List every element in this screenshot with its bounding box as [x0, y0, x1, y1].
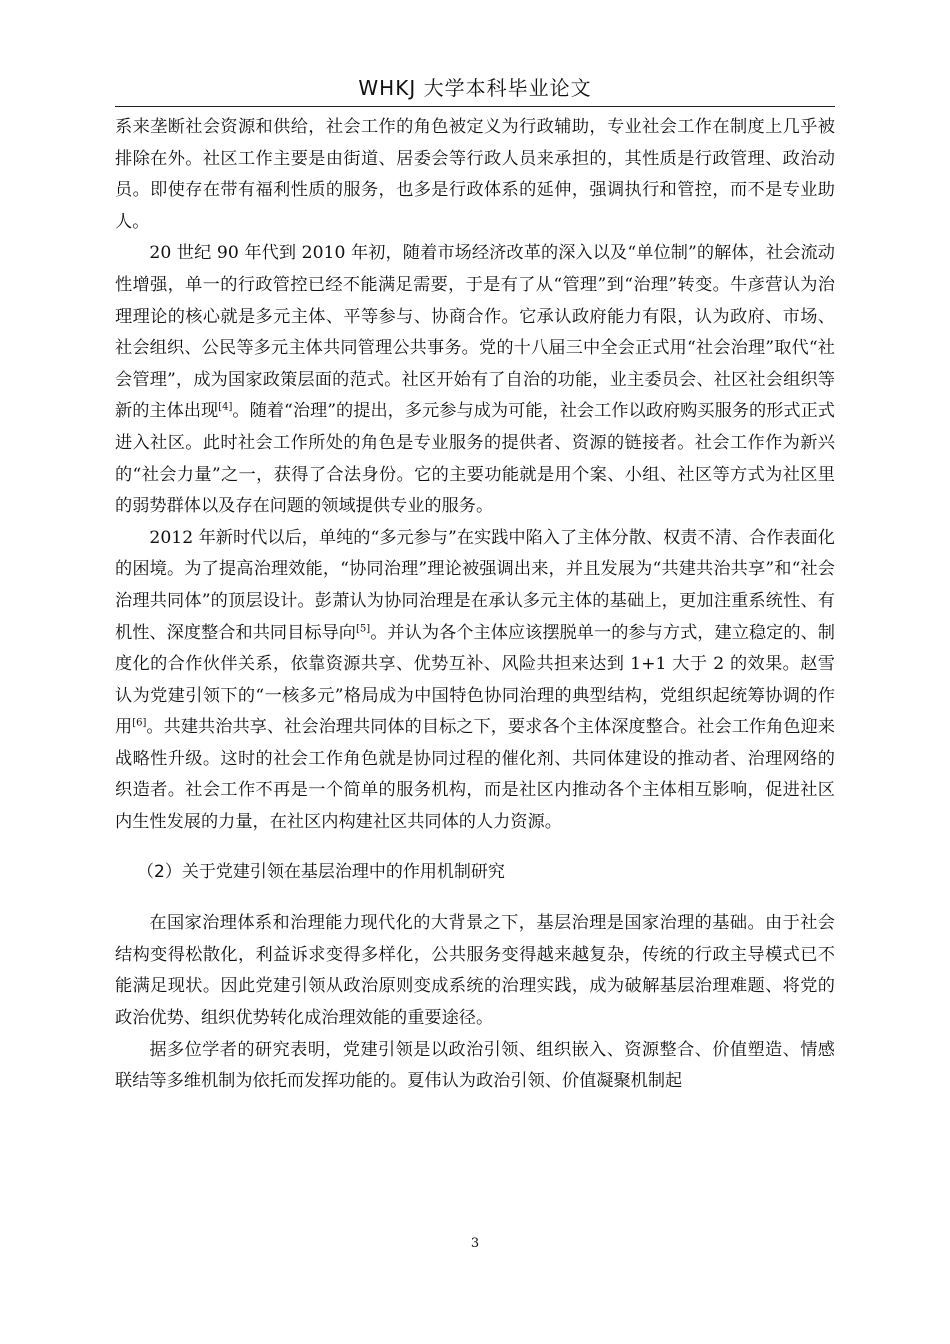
paragraph-mechanisms: 据多位学者的研究表明，党建引领是以政治引领、组织嵌入、资源整合、价值塑造、情感联结等多维机制为依托而发挥功能的。夏伟认为政治引领、价值凝聚机制起	[115, 1039, 835, 1092]
paragraph-text: 。并认为各个主体应该摆脱单一的参与方式，建立稳定的、制度化的合作伙伴关系，依靠资源共享、优势互补、风险共担来达到 1+1 大于 2 的效果。赵雪认为党建引领下的“一核多元”格局成为中国特色协同治理的典型结构，党组织起统筹协调的作用	[115, 622, 835, 738]
paragraph-text: 20 世纪 90 年代到 2010 年初，随着市场经济改革的深入以及“单位制”的解体，社会流动性增强，单一的行政管控已经不能满足需要，于是有了从“管理”到“治理”转变。牛彦营认为治理理论的核心就是多元主体、平等参与、协商合作。它承认政府能力有限，认为政府、市场、社会组织、公民等多元主体共同管理公共事务。党的十八届三中全会正式用“社会治理”取代“社会管理”，成为国家政策层面的范式。社区开始有了自治的功能，业主委员会、社区社会组织等新的主体出现	[115, 243, 835, 422]
page-number: 3	[470, 1236, 480, 1251]
citation-ref: [4]	[218, 401, 233, 413]
paragraph-text: 。共建共治共享、社会治理共同体的目标之下，要求各个主体深度整合。社会工作角色迎来战略性升级。这时的社会工作角色就是协同过程的催化剂、共同体建设的推动者、治理网络的织造者。社会工作不再是一个简单的服务机构，而是社区内推动各个主体相互影响，促进社区内生性发展的力量，在社区内构建社区共同体的人力资源。	[115, 717, 835, 833]
paragraph-governance	[115, 238, 835, 522]
header-rule	[115, 106, 835, 107]
citation-ref: [5]	[356, 622, 371, 634]
paragraph-grassroots: 在国家治理体系和治理能力现代化的大背景之下，基层治理是国家治理的基础。由于社会结构变得松散化，利益诉求变得多样化，公共服务变得越来越复杂，传统的行政主导模式已不能满足现状。因此党建引领从政治原则变成系统的治理实践，成为破解基层治理难题、将党的政治优势、组织优势转化成治理效能的重要途径。	[115, 913, 835, 1029]
paragraph-text: 。随着“治理”的提出，多元参与成为可能，社会工作以政府购买服务的形式正式进入社区。此时社会工作所处的角色是专业服务的提供者、资源的链接者。社会工作作为新兴的“社会力量”之一，获得了合法身份。它的主要功能就是用个案、小组、社区等方式为社区里的弱势群体以及存在问题的领域提供专业的服务。	[115, 401, 835, 517]
section-heading: （2）关于党建引领在基层治理中的作用机制研究	[137, 861, 505, 882]
paragraph-text: 2012 年新时代以后，单纯的“多元参与”在实践中陷入了主体分散、权责不清、合作表面化的困境。为了提高治理效能，“协同治理”理论被强调出来，并且发展为“共建共治共享”和“社会治理共同体”的顶层设计。彭萧认为协同治理是在承认多元主体的基础上，更加注重系统性、有机性、深度整合和共同目标导向	[115, 527, 835, 643]
paragraph-continued: 系来垄断社会资源和供给，社会工作的角色被定义为行政辅助，专业社会工作在制度上几乎被排除在外。社区工作主要是由街道、居委会等行政人员来承担的，其性质是行政管理、政治动员。即使存在带有福利性质的服务，也多是行政体系的延伸，强调执行和管控，而不是专业助人。	[115, 117, 835, 232]
paragraph-collaborative-governance	[115, 523, 835, 839]
body-text	[115, 112, 835, 1098]
running-header: WHKJ 大学本科毕业论文	[358, 76, 592, 100]
citation-ref: [6]	[132, 717, 147, 729]
